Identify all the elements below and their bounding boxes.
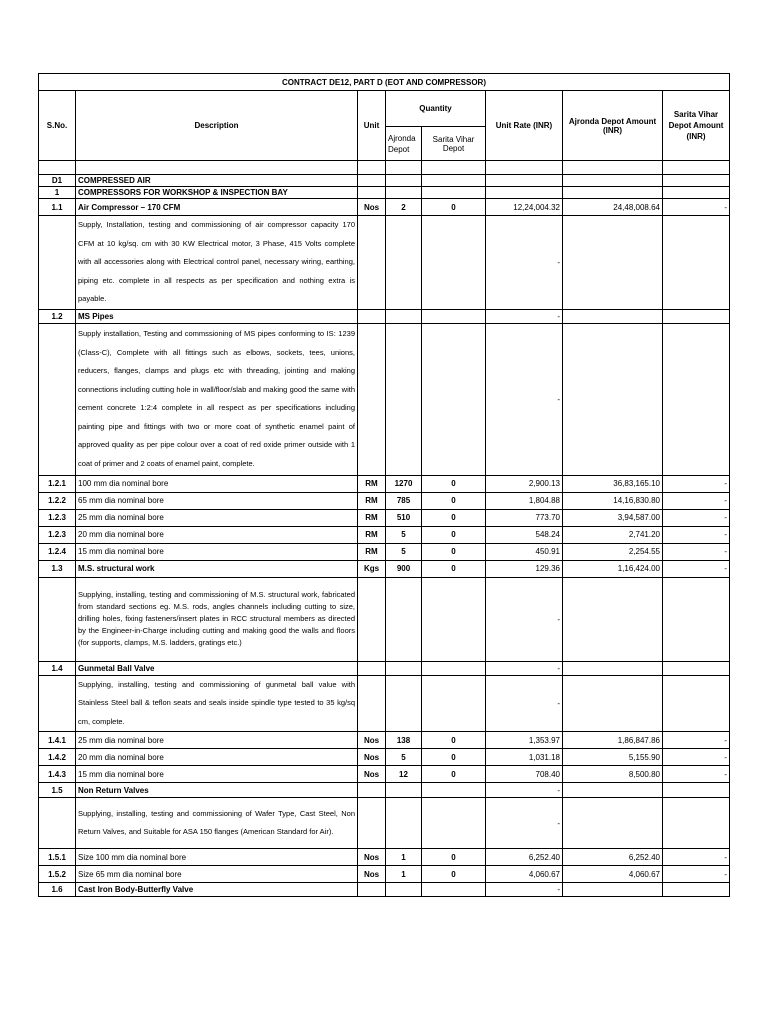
cell-qty-sarita: 0 bbox=[422, 199, 486, 216]
header-description: Description bbox=[76, 91, 358, 161]
cell-qty-sarita: 0 bbox=[422, 560, 486, 577]
table-body bbox=[39, 161, 730, 897]
cell-description: 100 mm dia nominal bore bbox=[76, 475, 358, 492]
cell-unit bbox=[358, 675, 386, 732]
cell-ajronda-amount bbox=[563, 161, 663, 175]
cell-ajronda-amount bbox=[563, 309, 663, 323]
cell-description: Supplying, installing, testing and commissioning of gunmetal ball value with Stainless Steel ball & teflon seats and seals inside spindle type tested to 35 kg/sq cm, complete. bbox=[76, 675, 358, 732]
cell-ajronda-amount: 4,060.67 bbox=[563, 866, 663, 883]
header-sarita-amount: Sarita Vihar Depot Amount (INR) bbox=[663, 91, 730, 161]
cell-unit-rate bbox=[486, 187, 563, 199]
cell-unit-rate: - bbox=[486, 675, 563, 732]
cell-unit-rate: 6,252.40 bbox=[486, 849, 563, 866]
cell-unit-rate: 1,031.18 bbox=[486, 749, 563, 766]
cell-description: 65 mm dia nominal bore bbox=[76, 492, 358, 509]
cell-ajronda-amount bbox=[563, 675, 663, 732]
cell-qty-sarita bbox=[422, 675, 486, 732]
header-row-1 bbox=[39, 91, 730, 127]
cell-ajronda-amount: 2,254.55 bbox=[563, 543, 663, 560]
cell-sarita-amount: - bbox=[663, 849, 730, 866]
cell-qty-sarita bbox=[422, 577, 486, 661]
cell-unit-rate: - bbox=[486, 323, 563, 475]
cell-sarita-amount: - bbox=[663, 509, 730, 526]
table-row bbox=[39, 475, 730, 492]
cell-qty-sarita: 0 bbox=[422, 509, 486, 526]
cell-sarita-amount: - bbox=[663, 543, 730, 560]
cell-qty-ajronda: 5 bbox=[386, 526, 422, 543]
cell-qty-sarita bbox=[422, 661, 486, 675]
cell-sarita-amount bbox=[663, 883, 730, 897]
cell-description: 20 mm dia nominal bore bbox=[76, 749, 358, 766]
table-row bbox=[39, 798, 730, 849]
cell-unit: RM bbox=[358, 526, 386, 543]
cell-sno: 1.2.4 bbox=[39, 543, 76, 560]
cell-qty-sarita: 0 bbox=[422, 475, 486, 492]
cell-unit-rate: - bbox=[486, 798, 563, 849]
cell-unit-rate: 1,353.97 bbox=[486, 732, 563, 749]
cell-sarita-amount bbox=[663, 175, 730, 187]
cell-description: M.S. structural work bbox=[76, 560, 358, 577]
cell-sarita-amount bbox=[663, 309, 730, 323]
cell-qty-sarita: 0 bbox=[422, 766, 486, 783]
cell-sarita-amount: - bbox=[663, 492, 730, 509]
header-qty-ajronda: Ajronda Depot bbox=[386, 127, 422, 161]
cell-qty-ajronda bbox=[386, 798, 422, 849]
cell-unit-rate: - bbox=[486, 577, 563, 661]
cell-unit: RM bbox=[358, 543, 386, 560]
table-row bbox=[39, 509, 730, 526]
cell-qty-sarita bbox=[422, 883, 486, 897]
table-row bbox=[39, 577, 730, 661]
cell-sno bbox=[39, 216, 76, 310]
cell-unit-rate: 773.70 bbox=[486, 509, 563, 526]
cell-unit-rate: 12,24,004.32 bbox=[486, 199, 563, 216]
table-row bbox=[39, 766, 730, 783]
cell-sno: 1.2.1 bbox=[39, 475, 76, 492]
cell-description: Supply installation, Testing and commssioning of MS pipes conforming to IS: 1239 (Class-C), Complete with all fittings such as elbows, sockets, tees, unions, reducers, flanges, clamps and plugs etc with threading, jointing and making connections including cutting hole in wall/floor/slab and making good the same with cement concrete 1:2:4 complete in all respect as per specifications including painting pipe and fittings with two or more coat of synthetic enamel paint of approved quality as per pipe colour over a coat of red oxide primer outside with 1 coat of primer and 2 coats of enamel paint, complete. bbox=[76, 323, 358, 475]
cell-description bbox=[76, 161, 358, 175]
cell-ajronda-amount: 5,155.90 bbox=[563, 749, 663, 766]
cell-unit bbox=[358, 661, 386, 675]
cell-ajronda-amount bbox=[563, 661, 663, 675]
cell-ajronda-amount bbox=[563, 798, 663, 849]
cell-unit: Nos bbox=[358, 732, 386, 749]
cell-description: Cast Iron Body-Butterfly Valve bbox=[76, 883, 358, 897]
cell-ajronda-amount: 36,83,165.10 bbox=[563, 475, 663, 492]
table-row bbox=[39, 187, 730, 199]
table-row bbox=[39, 732, 730, 749]
cell-unit: Kgs bbox=[358, 560, 386, 577]
cell-sno: 1.2.3 bbox=[39, 526, 76, 543]
cell-sarita-amount: - bbox=[663, 560, 730, 577]
table-row bbox=[39, 560, 730, 577]
cell-unit-rate: - bbox=[486, 216, 563, 310]
cell-sno: 1.3 bbox=[39, 560, 76, 577]
table-row bbox=[39, 161, 730, 175]
table-row bbox=[39, 492, 730, 509]
cell-sno: 1.2.2 bbox=[39, 492, 76, 509]
cell-unit-rate: 450.91 bbox=[486, 543, 563, 560]
cell-description: 15 mm dia nominal bore bbox=[76, 766, 358, 783]
cell-qty-sarita bbox=[422, 798, 486, 849]
cell-qty-sarita: 0 bbox=[422, 749, 486, 766]
cell-sno: 1.5.1 bbox=[39, 849, 76, 866]
cell-ajronda-amount: 8,500.80 bbox=[563, 766, 663, 783]
cell-unit: RM bbox=[358, 492, 386, 509]
cell-sno bbox=[39, 577, 76, 661]
cell-ajronda-amount bbox=[563, 323, 663, 475]
cell-unit-rate: 548.24 bbox=[486, 526, 563, 543]
cell-unit-rate: 708.40 bbox=[486, 766, 563, 783]
cell-sarita-amount bbox=[663, 216, 730, 310]
table-row bbox=[39, 309, 730, 323]
cell-sarita-amount bbox=[663, 798, 730, 849]
cell-qty-sarita bbox=[422, 175, 486, 187]
cell-ajronda-amount: 2,741.20 bbox=[563, 526, 663, 543]
cell-unit bbox=[358, 783, 386, 798]
table-row bbox=[39, 661, 730, 675]
cell-qty-ajronda: 5 bbox=[386, 749, 422, 766]
table-row bbox=[39, 675, 730, 732]
cell-sno: 1.4.3 bbox=[39, 766, 76, 783]
cell-unit bbox=[358, 216, 386, 310]
table-row bbox=[39, 883, 730, 897]
cell-unit-rate bbox=[486, 175, 563, 187]
cell-unit: RM bbox=[358, 509, 386, 526]
cell-qty-ajronda bbox=[386, 161, 422, 175]
cell-sno: 1 bbox=[39, 187, 76, 199]
table-row bbox=[39, 849, 730, 866]
cell-qty-sarita: 0 bbox=[422, 492, 486, 509]
cell-unit: Nos bbox=[358, 749, 386, 766]
header-unit: Unit bbox=[358, 91, 386, 161]
cell-ajronda-amount bbox=[563, 577, 663, 661]
cell-description: Gunmetal Ball Valve bbox=[76, 661, 358, 675]
cell-sarita-amount: - bbox=[663, 526, 730, 543]
cell-qty-sarita: 0 bbox=[422, 849, 486, 866]
cell-description: COMPRESSORS FOR WORKSHOP & INSPECTION BAY bbox=[76, 187, 358, 199]
cell-qty-sarita bbox=[422, 161, 486, 175]
cell-sarita-amount: - bbox=[663, 199, 730, 216]
cell-description: Supplying, installing, testing and commissioning of M.S. structural work, fabricated from standard sections eg. M.S. rods, angles channels including cutting to size, drilling holes, fixing fasteners/insert plates in RCC structural members as directed by the Engineer-in-Charge including cutting and making good the walls and floors (for supports, clamps, M.S. ladders, gratings etc.) bbox=[76, 577, 358, 661]
table-row bbox=[39, 783, 730, 798]
cell-ajronda-amount: 1,16,424.00 bbox=[563, 560, 663, 577]
cell-sarita-amount bbox=[663, 577, 730, 661]
cell-description: Supply, Installation, testing and commissioning of air compressor capacity 170 CFM at 10 kg/sq. cm with 30 KW Electrical motor, 3 Phase, 415 Volts complete with all accessories along with Electrical control panel, necessary wiring, earthing, piping etc. complete in all respects as per specification and nothing extra is payable. bbox=[76, 216, 358, 310]
header-unit-rate: Unit Rate (INR) bbox=[486, 91, 563, 161]
cell-qty-ajronda: 1 bbox=[386, 849, 422, 866]
cell-qty-sarita: 0 bbox=[422, 732, 486, 749]
cell-sno: 1.1 bbox=[39, 199, 76, 216]
cell-qty-ajronda: 138 bbox=[386, 732, 422, 749]
table-row bbox=[39, 866, 730, 883]
cell-ajronda-amount: 3,94,587.00 bbox=[563, 509, 663, 526]
cell-unit-rate: - bbox=[486, 783, 563, 798]
title-row bbox=[39, 74, 730, 91]
cell-description: 25 mm dia nominal bore bbox=[76, 509, 358, 526]
cell-qty-ajronda: 12 bbox=[386, 766, 422, 783]
cell-sarita-amount: - bbox=[663, 766, 730, 783]
cell-unit: Nos bbox=[358, 199, 386, 216]
cell-unit-rate: - bbox=[486, 309, 563, 323]
cell-sarita-amount bbox=[663, 323, 730, 475]
cell-sno bbox=[39, 323, 76, 475]
cell-unit bbox=[358, 175, 386, 187]
cell-sno: 1.2.3 bbox=[39, 509, 76, 526]
cell-sarita-amount bbox=[663, 661, 730, 675]
table-row bbox=[39, 526, 730, 543]
cell-ajronda-amount bbox=[563, 175, 663, 187]
cell-unit: RM bbox=[358, 475, 386, 492]
cell-qty-ajronda bbox=[386, 675, 422, 732]
cell-description: COMPRESSED AIR bbox=[76, 175, 358, 187]
cell-ajronda-amount: 6,252.40 bbox=[563, 849, 663, 866]
cell-unit-rate: - bbox=[486, 661, 563, 675]
cell-sno: D1 bbox=[39, 175, 76, 187]
table-row bbox=[39, 543, 730, 560]
cell-qty-ajronda bbox=[386, 883, 422, 897]
cell-qty-ajronda bbox=[386, 187, 422, 199]
cell-qty-ajronda bbox=[386, 216, 422, 310]
cell-description: Air Compressor – 170 CFM bbox=[76, 199, 358, 216]
contract-table-sheet bbox=[38, 73, 730, 897]
cell-sarita-amount: - bbox=[663, 475, 730, 492]
cell-unit: Nos bbox=[358, 766, 386, 783]
cell-qty-ajronda bbox=[386, 175, 422, 187]
cell-description: MS Pipes bbox=[76, 309, 358, 323]
cell-unit bbox=[358, 309, 386, 323]
header-ajronda-amount: Ajronda Depot Amount (INR) bbox=[563, 91, 663, 161]
cell-ajronda-amount bbox=[563, 783, 663, 798]
table-row bbox=[39, 175, 730, 187]
cell-qty-sarita bbox=[422, 323, 486, 475]
cell-description: 25 mm dia nominal bore bbox=[76, 732, 358, 749]
cell-unit-rate: 1,804.88 bbox=[486, 492, 563, 509]
cell-description: Size 100 mm dia nominal bore bbox=[76, 849, 358, 866]
cell-sarita-amount: - bbox=[663, 732, 730, 749]
cell-unit-rate: 4,060.67 bbox=[486, 866, 563, 883]
cell-qty-ajronda: 1270 bbox=[386, 475, 422, 492]
cell-unit bbox=[358, 187, 386, 199]
cell-sno: 1.4.1 bbox=[39, 732, 76, 749]
cell-sarita-amount bbox=[663, 675, 730, 732]
cell-unit-rate: 129.36 bbox=[486, 560, 563, 577]
cell-unit bbox=[358, 798, 386, 849]
header-sno: S.No. bbox=[39, 91, 76, 161]
cell-sno: 1.6 bbox=[39, 883, 76, 897]
cell-description: Supplying, installing, testing and commissioning of Wafer Type, Cast Steel, Non Return Valves, and Suitable for ASA 150 flanges (American Standard for Air). bbox=[76, 798, 358, 849]
cell-ajronda-amount: 14,16,830.80 bbox=[563, 492, 663, 509]
cell-sno bbox=[39, 675, 76, 732]
cell-ajronda-amount bbox=[563, 187, 663, 199]
cell-sno: 1.5.2 bbox=[39, 866, 76, 883]
cell-qty-ajronda bbox=[386, 323, 422, 475]
cell-description: Size 65 mm dia nominal bore bbox=[76, 866, 358, 883]
table-row bbox=[39, 216, 730, 310]
cell-qty-sarita: 0 bbox=[422, 543, 486, 560]
cell-qty-ajronda bbox=[386, 309, 422, 323]
cell-qty-ajronda: 900 bbox=[386, 560, 422, 577]
cell-qty-ajronda: 1 bbox=[386, 866, 422, 883]
cell-sarita-amount bbox=[663, 187, 730, 199]
cell-ajronda-amount: 24,48,008.64 bbox=[563, 199, 663, 216]
cell-description: 20 mm dia nominal bore bbox=[76, 526, 358, 543]
cell-description: 15 mm dia nominal bore bbox=[76, 543, 358, 560]
cell-unit-rate: - bbox=[486, 883, 563, 897]
cell-sno: 1.4.2 bbox=[39, 749, 76, 766]
cell-qty-ajronda: 510 bbox=[386, 509, 422, 526]
cell-unit-rate: 2,900.13 bbox=[486, 475, 563, 492]
cell-unit: Nos bbox=[358, 866, 386, 883]
table-row bbox=[39, 749, 730, 766]
cell-sarita-amount bbox=[663, 783, 730, 798]
cell-qty-sarita bbox=[422, 309, 486, 323]
cell-qty-sarita bbox=[422, 783, 486, 798]
cell-qty-ajronda bbox=[386, 783, 422, 798]
cell-sno bbox=[39, 161, 76, 175]
cell-unit bbox=[358, 323, 386, 475]
cell-sarita-amount: - bbox=[663, 866, 730, 883]
cell-unit bbox=[358, 883, 386, 897]
cell-qty-ajronda bbox=[386, 577, 422, 661]
table-row bbox=[39, 323, 730, 475]
cell-ajronda-amount bbox=[563, 883, 663, 897]
cell-description: Non Return Valves bbox=[76, 783, 358, 798]
cell-sarita-amount bbox=[663, 161, 730, 175]
cell-sno bbox=[39, 798, 76, 849]
cell-unit bbox=[358, 577, 386, 661]
cell-ajronda-amount bbox=[563, 216, 663, 310]
contract-table bbox=[38, 73, 730, 897]
cell-ajronda-amount: 1,86,847.86 bbox=[563, 732, 663, 749]
cell-qty-ajronda bbox=[386, 661, 422, 675]
cell-sarita-amount: - bbox=[663, 749, 730, 766]
cell-qty-sarita: 0 bbox=[422, 526, 486, 543]
cell-sno: 1.2 bbox=[39, 309, 76, 323]
header-qty-sarita: Sarita Vihar Depot bbox=[422, 127, 486, 161]
cell-unit-rate bbox=[486, 161, 563, 175]
cell-qty-ajronda: 2 bbox=[386, 199, 422, 216]
cell-qty-sarita bbox=[422, 187, 486, 199]
table-row bbox=[39, 199, 730, 216]
cell-qty-sarita: 0 bbox=[422, 866, 486, 883]
cell-qty-ajronda: 5 bbox=[386, 543, 422, 560]
cell-qty-sarita bbox=[422, 216, 486, 310]
table-title: CONTRACT DE12, PART D (EOT AND COMPRESSOR) bbox=[39, 74, 730, 91]
cell-sno: 1.4 bbox=[39, 661, 76, 675]
cell-unit: Nos bbox=[358, 849, 386, 866]
cell-qty-ajronda: 785 bbox=[386, 492, 422, 509]
cell-unit bbox=[358, 161, 386, 175]
cell-sno: 1.5 bbox=[39, 783, 76, 798]
header-quantity: Quantity bbox=[386, 91, 486, 127]
